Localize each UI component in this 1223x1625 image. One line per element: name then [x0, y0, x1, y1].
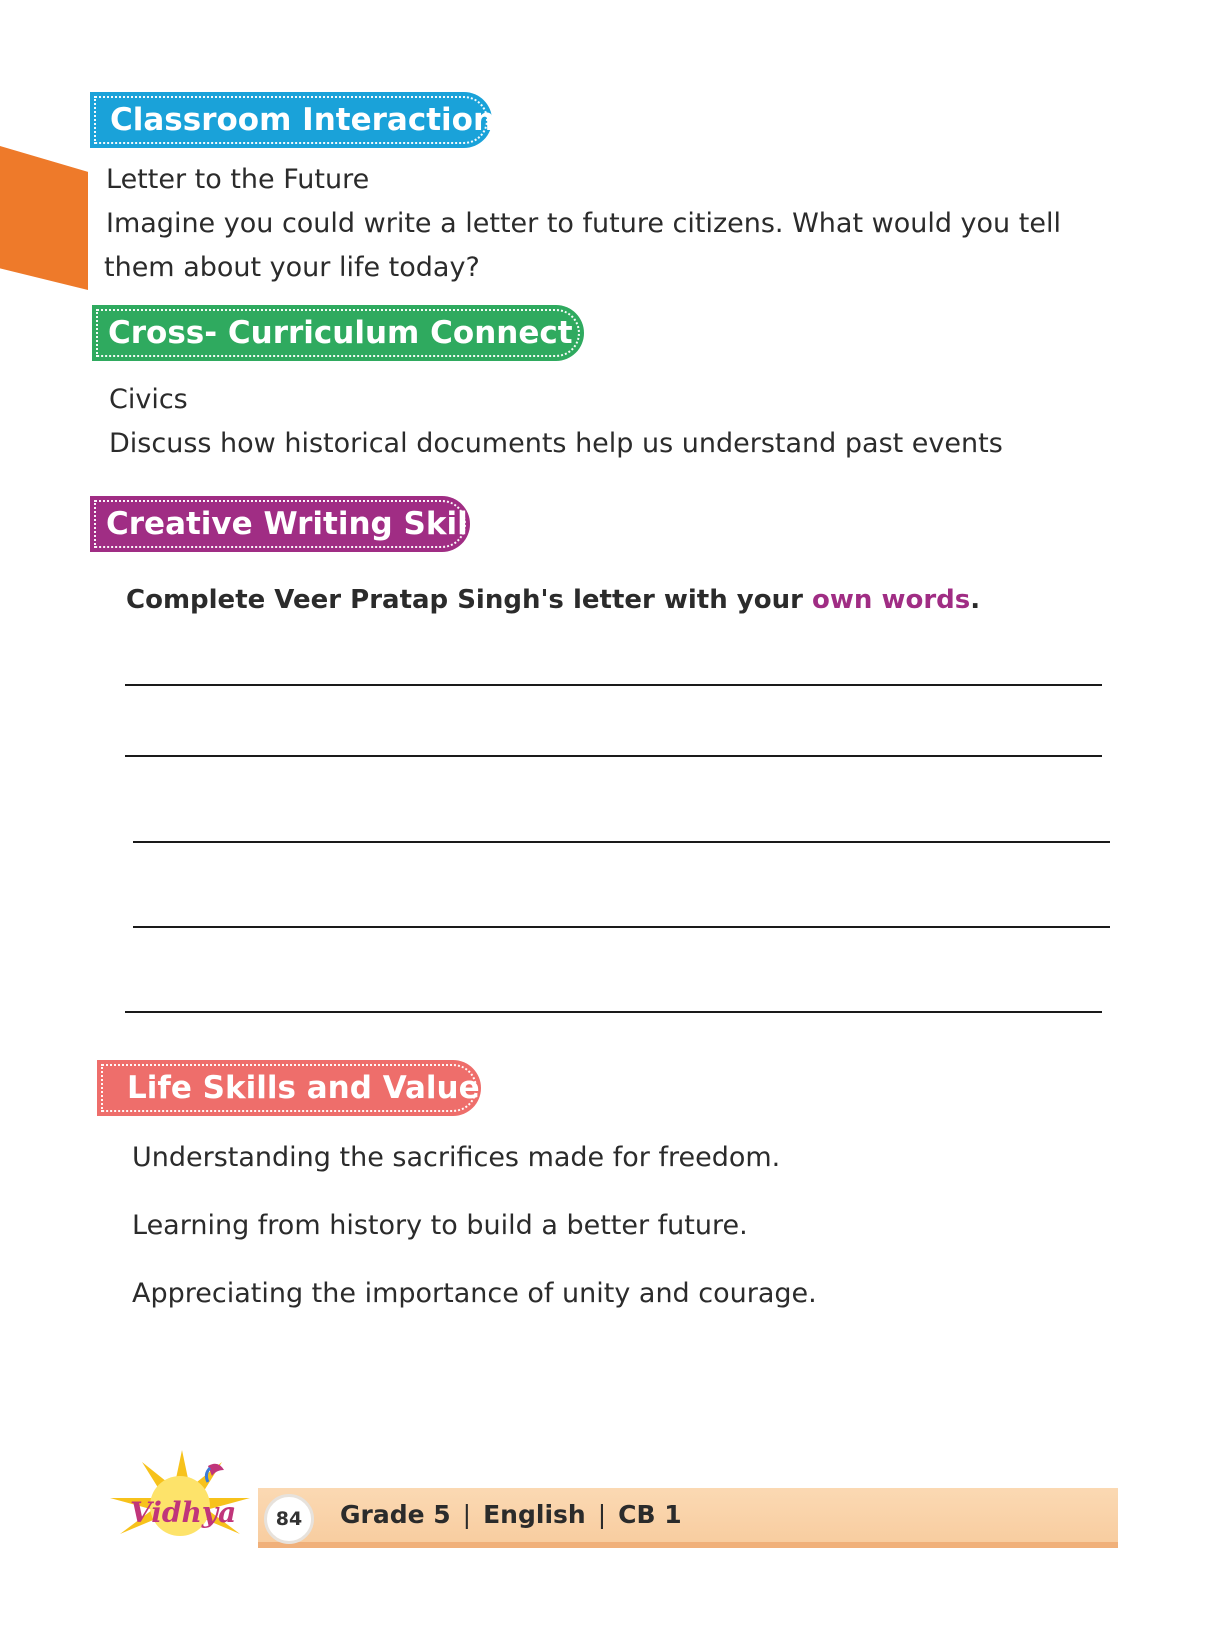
- footer-book: CB 1: [618, 1500, 682, 1529]
- vidhya-logo: [90, 1448, 265, 1558]
- svg-text:Vidhya: Vidhya: [130, 1496, 237, 1529]
- footer-separator-2: |: [597, 1500, 607, 1529]
- creative-writing-banner: [90, 496, 497, 552]
- cross-text: Discuss how historical documents help us understand past events: [109, 428, 1003, 459]
- writing-line-2[interactable]: [125, 755, 1102, 757]
- life-skill-item-3: Appreciating the importance of unity and courage.: [132, 1278, 817, 1309]
- life-skills-banner: [97, 1060, 499, 1116]
- prompt-text: Complete Veer Pratap Singh's letter with your: [126, 585, 812, 615]
- footer-subject: English: [483, 1500, 586, 1529]
- footer-book-info: [340, 1500, 682, 1529]
- life-skills-title: Life Skills and Values: [127, 1070, 499, 1106]
- classroom-text-line-2: them about your life today?: [104, 252, 480, 283]
- classroom-interaction-title: Classroom Interaction: [110, 102, 496, 138]
- classroom-subtitle: Letter to the Future: [106, 164, 370, 195]
- prompt-period: .: [970, 585, 981, 615]
- cross-curriculum-title: Cross- Curriculum Connect: [108, 315, 573, 351]
- creative-writing-prompt: [126, 585, 980, 615]
- life-skill-item-1: Understanding the sacrifices made for freedom.: [132, 1142, 781, 1173]
- life-skill-item-2: Learning from history to build a better future.: [132, 1210, 748, 1241]
- corner-tab-decoration: [0, 146, 88, 290]
- cross-subject: Civics: [109, 384, 188, 415]
- cross-curriculum-banner: [92, 305, 584, 361]
- classroom-text-line-1: Imagine you could write a letter to future citizens. What would you tell: [106, 208, 1061, 239]
- classroom-interaction-banner: [90, 92, 496, 148]
- page-number: 84: [264, 1494, 314, 1544]
- footer-separator-1: |: [462, 1500, 472, 1529]
- creative-writing-title: Creative Writing Skills: [106, 506, 497, 542]
- writing-line-1[interactable]: [125, 684, 1102, 686]
- writing-line-3[interactable]: [133, 841, 1110, 843]
- footer-grade: Grade 5: [340, 1500, 451, 1529]
- writing-line-5[interactable]: [125, 1011, 1102, 1013]
- writing-line-4[interactable]: [133, 926, 1110, 928]
- prompt-highlight: own words: [812, 585, 971, 615]
